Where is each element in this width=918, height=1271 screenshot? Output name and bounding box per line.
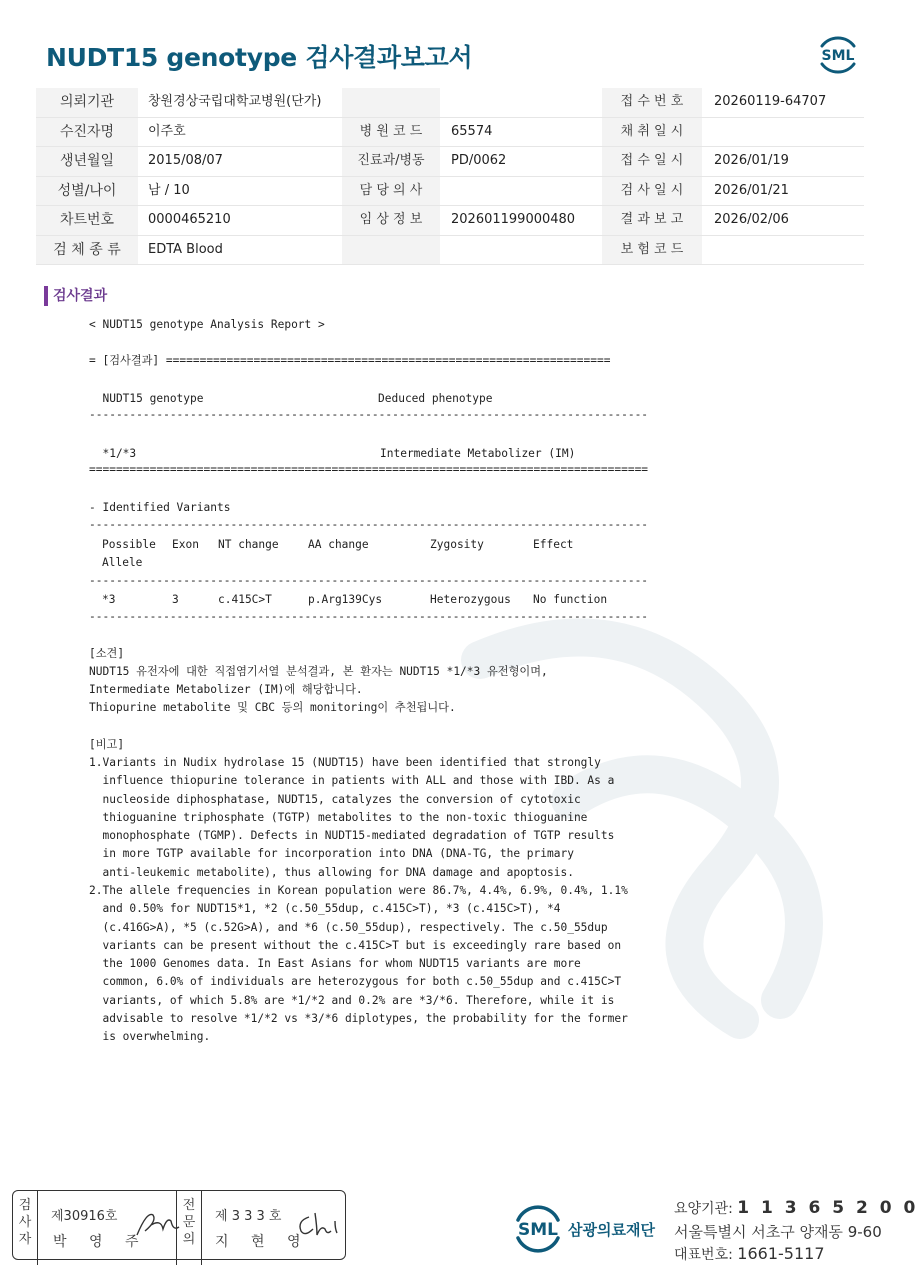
notes-line: thioguanine triphosphate (TGTP) metabolites to the non-toxic thioguanine	[89, 811, 588, 824]
info-label: 병 원 코 드	[342, 118, 440, 147]
info-value: 0000465210	[148, 212, 231, 227]
info-label	[342, 236, 440, 265]
info-value: 2026/02/06	[714, 212, 789, 227]
info-value: 창원경상국립대학교병원(단가)	[148, 94, 322, 109]
info-row	[36, 206, 864, 236]
info-row	[36, 118, 864, 148]
variant-allele: *3	[102, 593, 116, 606]
info-label: 임 상 정 보	[342, 206, 440, 235]
variant-header-exon: Exon	[172, 538, 199, 551]
info-label: 성별/나이	[36, 177, 138, 206]
variant-header-effect: Effect	[533, 538, 574, 551]
section-title-results: 검사결과	[44, 286, 107, 306]
info-label: 진료과/병동	[342, 147, 440, 176]
sml-logo-icon	[814, 30, 862, 78]
info-label: 수진자명	[36, 118, 138, 147]
sml-logo-icon	[510, 1200, 566, 1256]
opinion-line: Thiopurine metabolite 및 CBC 등의 monitoring이 추천됩니다.	[89, 701, 456, 714]
opinion-line: NUDT15 유전자에 대한 직접염기서열 분석결과, 본 환자는 NUDT15 *1/*3 유전형이며,	[89, 665, 548, 678]
variant-header-nt: NT change	[218, 538, 279, 551]
info-row	[36, 147, 864, 177]
specialist-name: 지 현 영	[215, 1234, 310, 1250]
info-label: 보 험 코 드	[602, 236, 702, 265]
info-label: 검 사 일 시	[602, 177, 702, 206]
dash-separator: -----------------------------------------------------------------------------------	[89, 610, 649, 623]
info-label: 의뢰기관	[36, 88, 138, 117]
patient-info-table	[36, 88, 864, 265]
variant-nt-change: c.415C>T	[218, 593, 272, 606]
info-value: 2015/08/07	[148, 153, 223, 168]
institution-code: 요양기관: 1 1 3 6 5 2 0 0	[674, 1198, 918, 1218]
info-value: 65574	[451, 123, 493, 139]
info-label: 채 취 일 시	[602, 118, 702, 147]
dash-separator: -----------------------------------------------------------------------------------	[89, 518, 649, 531]
info-label: 담 당 의 사	[342, 177, 440, 206]
notes-title: [비고]	[89, 738, 125, 751]
info-label: 결 과 보 고	[602, 206, 702, 235]
specialist-label: 전 문 의	[176, 1191, 202, 1265]
phenotype-value: Intermediate Metabolizer (IM)	[380, 447, 576, 460]
report-title: NUDT15 genotype 검사결과보고서	[46, 43, 473, 72]
notes-line: variants, of which 5.8% are *1/*2 and 0.2% are *3/*6. Therefore, while it is	[89, 994, 615, 1007]
result-separator: = [검사결과] ==================================================================	[89, 354, 611, 367]
info-label: 차트번호	[36, 206, 138, 235]
variant-aa-change: p.Arg139Cys	[308, 593, 383, 606]
notes-line: monophosphate (TGMP). Defects in NUDT15-mediated degradation of TGTP results	[89, 829, 615, 842]
svg-text:SML: SML	[518, 1220, 558, 1240]
info-value: PD/0062	[451, 153, 507, 168]
notes-line: anti-leukemic metabolite), thus allowing for DNA damage and apoptosis.	[89, 866, 574, 879]
report-heading: < NUDT15 genotype Analysis Report >	[89, 318, 325, 331]
signature-box	[12, 1190, 346, 1260]
specialist-license-number: 제 3 3 3 호	[215, 1209, 282, 1224]
examiner-license-number: 제30916호	[51, 1209, 118, 1224]
equals-separator: ===================================================================================	[89, 463, 649, 476]
genotype-value: *1/*3	[89, 447, 137, 460]
info-value: 202601199000480	[451, 212, 576, 227]
notes-line: (c.416G>A), *5 (c.52G>A), and *6 (c.50_55dup), respectively. The c.50_55dup	[89, 921, 608, 934]
notes-line: the 1000 Genomes data. In East Asians for whom NUDT15 variants are more	[89, 957, 581, 970]
info-value: 남 / 10	[148, 182, 190, 198]
notes-line: is overwhelming.	[89, 1030, 211, 1043]
examiner-label: 검 사 자	[13, 1191, 38, 1265]
organization-address: 서울특별시 서초구 양재동 9-60	[674, 1223, 882, 1241]
genotype-column-header: NUDT15 genotype	[89, 392, 204, 405]
info-row	[36, 88, 864, 118]
variant-effect: No function	[533, 593, 608, 606]
notes-line: nucleoside diphosphatase, NUDT15, catalyzes the conversion of cytotoxic	[89, 793, 581, 806]
info-value: 2026/01/19	[714, 153, 789, 168]
info-value: 20260119-64707	[714, 94, 827, 109]
info-label: 접 수 일 시	[602, 147, 702, 176]
dash-separator: -----------------------------------------------------------------------------------	[89, 574, 649, 587]
organization-logo	[510, 1200, 566, 1260]
variant-header-aa: AA change	[308, 538, 369, 551]
notes-line: influence thiopurine tolerance in patients with ALL and those with IBD. As a	[89, 774, 615, 787]
info-row	[36, 236, 864, 266]
examiner-name: 박 영 주	[53, 1234, 148, 1250]
info-label: 생년월일	[36, 147, 138, 176]
notes-line: common, 6.0% of individuals are heterozygous for both c.50_55dup and c.415C>T	[89, 975, 622, 988]
phone-number: 대표번호: 1661-5117	[674, 1244, 825, 1263]
notes-line: variants can be present without the c.415C>T but is exceedingly rare based on	[89, 939, 622, 952]
info-label: 접 수 번 호	[602, 88, 702, 117]
notes-line: 2.The allele frequencies in Korean population were 86.7%, 4.4%, 6.9%, 0.4%, 1.1%	[89, 884, 628, 897]
organization-name: 삼광의료재단	[568, 1221, 655, 1239]
notes-line: in more TGTP available for incorporation into DNA (DNA-TG, the primary	[89, 847, 574, 860]
variants-title: - Identified Variants	[89, 501, 231, 514]
variant-header-possible: Possible	[102, 538, 156, 551]
variant-header-zygosity: Zygosity	[430, 538, 484, 551]
info-value: 2026/01/21	[714, 182, 789, 198]
opinion-line: Intermediate Metabolizer (IM)에 해당합니다.	[89, 683, 363, 696]
notes-line: 1.Variants in Nudix hydrolase 15 (NUDT15) have been identified that strongly	[89, 756, 601, 769]
specialist-signature	[295, 1207, 341, 1241]
info-value: EDTA Blood	[148, 241, 223, 257]
notes-line: and 0.50% for NUDT15*1, *2 (c.50_55dup, c.415C>T), *3 (c.415C>T), *4	[89, 902, 561, 915]
phenotype-column-header: Deduced phenotype	[378, 392, 493, 405]
info-row	[36, 177, 864, 207]
variant-header-allele: Allele	[102, 556, 143, 569]
svg-text:SML: SML	[821, 48, 855, 64]
info-label: 검 체 종 류	[36, 236, 138, 265]
notes-line: advisable to resolve *1/*2 vs *3/*6 diplotypes, the probability for the former	[89, 1012, 628, 1025]
variant-exon: 3	[172, 593, 179, 606]
info-value: 이주호	[148, 123, 186, 139]
info-label	[342, 88, 440, 117]
variant-zygosity: Heterozygous	[430, 593, 511, 606]
opinion-title: [소견]	[89, 647, 125, 660]
dash-separator: -----------------------------------------------------------------------------------	[89, 408, 649, 421]
